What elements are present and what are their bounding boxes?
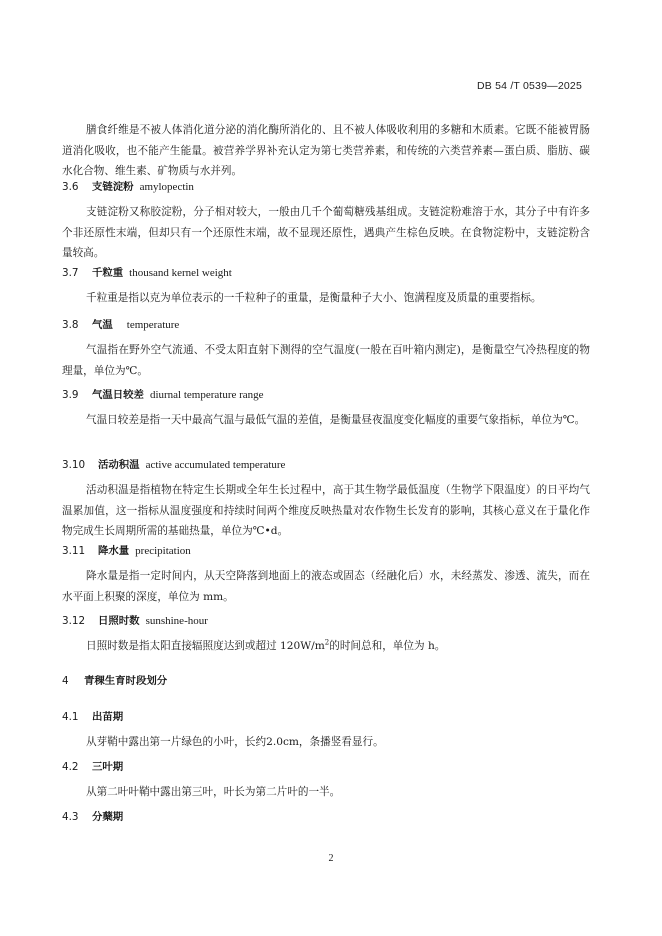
section-heading	[62, 318, 590, 332]
chapter-4-heading	[62, 674, 590, 688]
section-title-en: precipitation	[135, 545, 191, 557]
subsection-4-1-body	[62, 732, 590, 753]
section-3-12-body	[62, 636, 590, 657]
section-title-zh: 降水量	[98, 545, 130, 557]
section-title-en: sunshine-hour	[145, 615, 208, 627]
section-number: 3.8	[62, 319, 79, 331]
section-title-en: thousand kernel weight	[129, 267, 232, 279]
section-paragraph: 气温指在野外空气流通、不受太阳直射下测得的空气温度(一般在百叶箱内测定)，是衡量空气冷热程度的物理量，单位为℃。	[62, 344, 590, 377]
section-paragraph: 支链淀粉又称胶淀粉，分子相对较大，一般由几千个葡萄糖残基组成。支链淀粉难溶于水，其分子中有许多个非还原性末端，但却只有一个还原性末端，故不显现还原性，遇典产生棕色反映。在食物淀粉中，支链淀粉含量较高。	[62, 206, 590, 259]
section-title-zh: 日照时数	[98, 615, 140, 627]
section-title-zh: 活动积温	[98, 459, 140, 471]
section-paragraph: 气温日较差是指一天中最高气温与最低气温的差值，是衡量昼夜温度变化幅度的重要气象指标，单位为℃。	[86, 414, 586, 426]
subsection-paragraph: 从第二叶叶鞘中露出第三叶，叶长为第二片叶的一半。	[86, 786, 341, 798]
superscript: 2	[324, 638, 330, 647]
section-heading	[62, 458, 590, 472]
section-heading	[62, 544, 590, 558]
subsection-title: 分蘖期	[92, 811, 124, 823]
document-id-header: DB 54 /T 0539—2025	[477, 80, 582, 92]
page-number: 2	[328, 853, 334, 864]
subsection-4-2	[62, 760, 590, 774]
section-heading	[62, 388, 590, 402]
paragraph-text: 日照时数是指太阳直接辐照度达到或超过 120W/m	[86, 640, 325, 652]
subsection-heading	[62, 760, 590, 774]
section-paragraph: 千粒重是指以克为单位表示的一千粒种子的重量，是衡量种子大小、饱满程度及质量的重要指标。	[86, 292, 542, 304]
subsection-4-3	[62, 810, 590, 824]
subsection-number: 4.3	[62, 811, 79, 823]
subsection-title: 三叶期	[92, 761, 124, 773]
section-3-10-body	[62, 480, 590, 542]
section-3-9-body	[62, 410, 590, 431]
chapter-number: 4	[62, 675, 69, 687]
section-3-7-body	[62, 288, 590, 309]
section-3-9	[62, 388, 590, 402]
section-number: 3.6	[62, 181, 79, 193]
section-heading	[62, 614, 590, 628]
section-paragraph	[62, 636, 590, 657]
section-3-8-body	[62, 340, 590, 381]
section-heading	[62, 266, 590, 280]
section-title-zh: 支链淀粉	[92, 181, 134, 193]
subsection-number: 4.1	[62, 711, 79, 723]
intro-paragraph: 膳食纤维是不被人体消化道分泌的消化酶所消化的、且不被人体吸收利用的多糖和木质素。它既不能被胃肠道消化吸收，也不能产生能量。被营养学界补充认定为第七类营养素，和传统的六类营养素—蛋白质、脂肪、碳水化合物、维生素、矿物质与水并列。	[62, 124, 590, 177]
section-3-6-body	[62, 202, 590, 264]
section-title-zh: 气温日较差	[92, 389, 144, 401]
subsection-number: 4.2	[62, 761, 79, 773]
section-title-en: active accumulated temperature	[145, 459, 286, 471]
section-number: 3.12	[62, 615, 86, 627]
subsection-4-2-body	[62, 782, 590, 803]
section-title-en: temperature	[126, 319, 180, 331]
subsection-paragraph: 从芽鞘中露出第一片绿色的小叶，长约2.0cm，条播竖看显行。	[86, 736, 384, 748]
subsection-title: 出苗期	[92, 711, 124, 723]
section-3-12	[62, 614, 590, 628]
section-title-zh: 千粒重	[92, 267, 124, 279]
section-3-8	[62, 318, 590, 332]
section-title-en: diurnal temperature range	[149, 389, 264, 401]
subsection-4-1	[62, 710, 590, 724]
section-paragraph: 降水量是指一定时间内，从天空降落到地面上的液态或固态（经融化后）水，未经蒸发、渗透、流失，而在水平面上积聚的深度，单位为 mm。	[62, 570, 590, 603]
section-number: 3.11	[62, 545, 86, 557]
section-number: 3.9	[62, 389, 79, 401]
section-3-6	[62, 180, 590, 194]
section-title-zh: 气温	[92, 319, 113, 331]
paragraph-text: 的时间总和，单位为 h。	[329, 640, 446, 652]
subsection-heading	[62, 710, 590, 724]
section-number: 3.7	[62, 267, 79, 279]
section-number: 3.10	[62, 459, 86, 471]
chapter-title: 青稞生育时段划分	[84, 675, 168, 687]
section-3-11	[62, 544, 590, 558]
section-3-10	[62, 458, 590, 472]
chapter-heading	[62, 674, 590, 688]
section-paragraph: 活动积温是指植物在特定生长期或全年生长过程中，高于其生物学最低温度（生物学下限温度）的日平均气温累加值，这一指标从温度强度和持续时间两个维度反映热量对农作物生长发育的影响，其核心意义在于量化作物完成生长周期所需的基础热量，单位为℃•d。	[62, 484, 590, 537]
subsection-heading	[62, 810, 590, 824]
section-heading	[62, 180, 590, 194]
section-3-11-body	[62, 566, 590, 607]
section-3-7	[62, 266, 590, 280]
section-title-en: amylopectin	[139, 181, 194, 193]
intro-paragraph-block	[62, 120, 590, 182]
